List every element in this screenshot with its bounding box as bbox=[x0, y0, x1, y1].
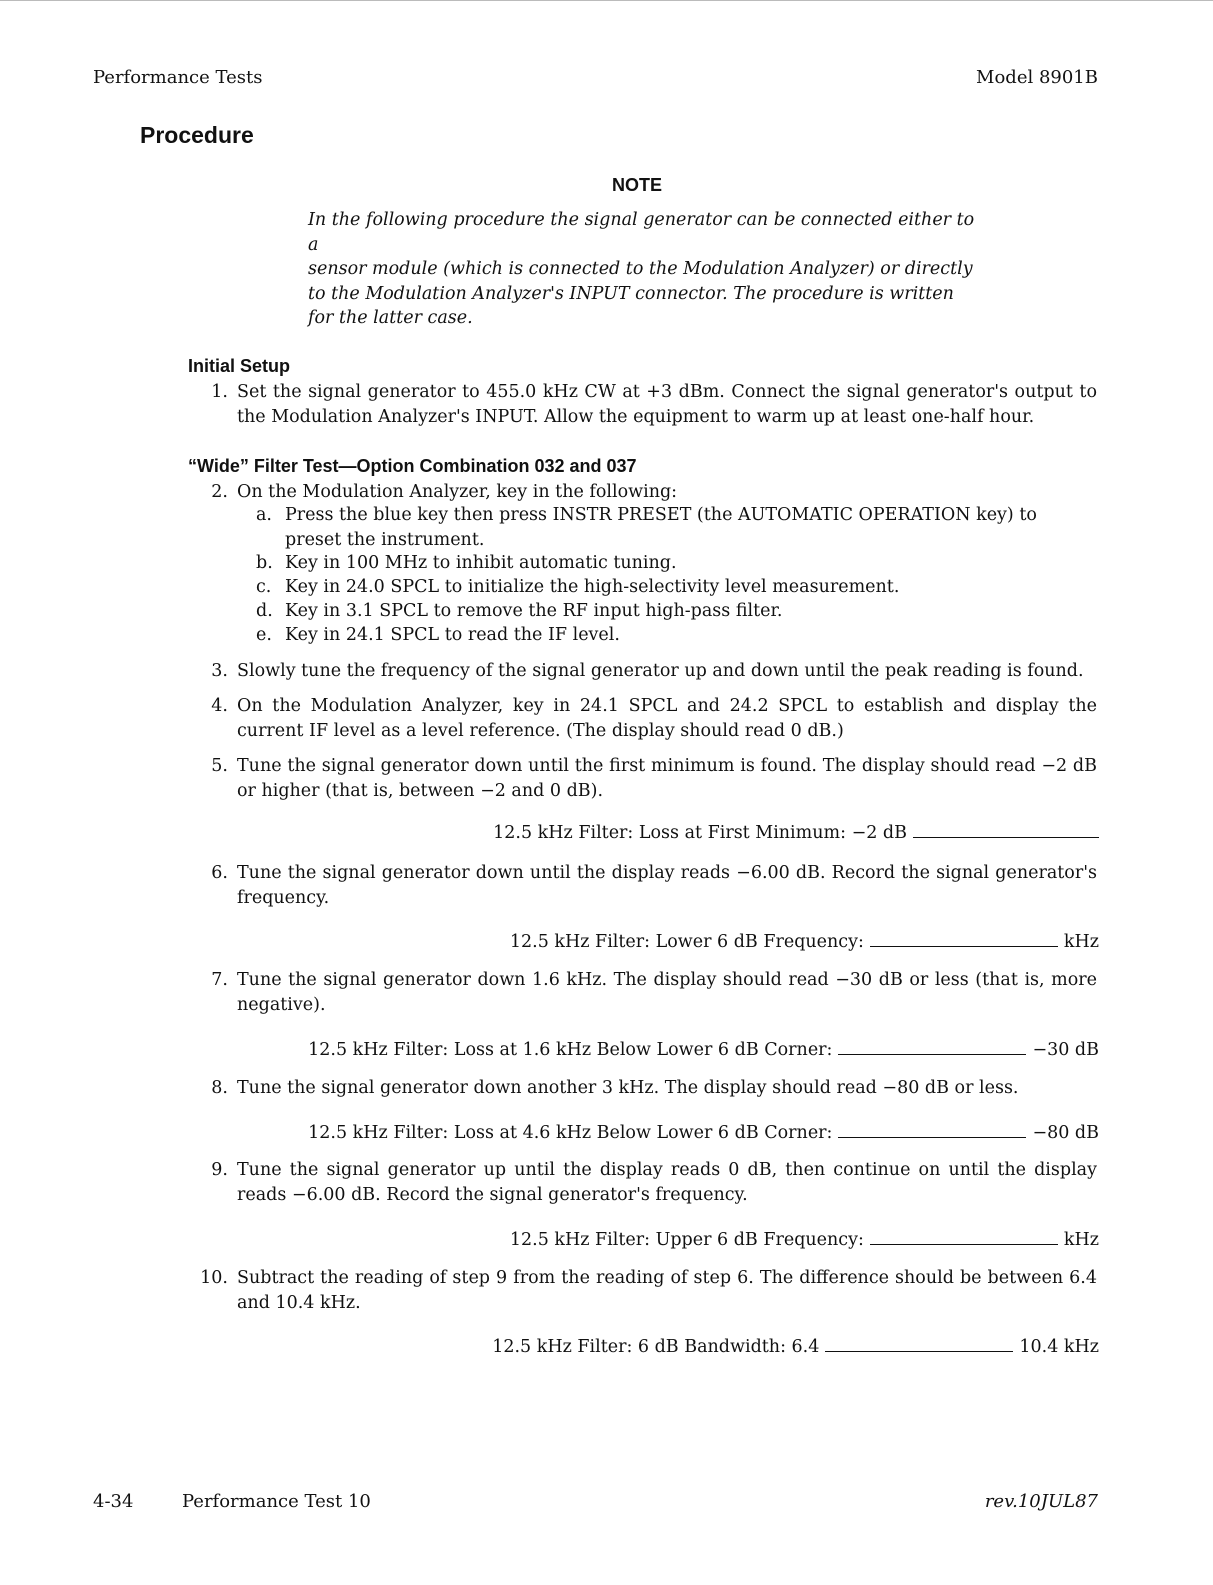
record-label: 12.5 kHz Filter: Loss at 1.6 kHz Below Lower 6 dB Corner: bbox=[308, 1040, 833, 1060]
step-text: On the Modulation Analyzer, key in 24.1 SPCL and 24.2 SPCL to establish and display the current IF level as a level reference. (The display should read 0 dB.) bbox=[237, 696, 1097, 741]
substep-letter: d. bbox=[256, 601, 273, 621]
note-heading: NOTE bbox=[612, 175, 663, 195]
substep-text: Key in 24.1 SPCL to read the IF level. bbox=[285, 625, 620, 645]
record-line-5 bbox=[493, 823, 1099, 843]
step-number: 5. bbox=[211, 756, 228, 776]
top-rule bbox=[0, 0, 1213, 1]
record-line-10 bbox=[492, 1337, 1099, 1357]
record-unit: −30 dB bbox=[1032, 1040, 1099, 1060]
step-number: 8. bbox=[211, 1078, 228, 1098]
record-unit: 10.4 kHz bbox=[1019, 1337, 1099, 1357]
note-text bbox=[308, 208, 980, 331]
footer-title: Performance Test 10 bbox=[182, 1491, 371, 1512]
substep-text: Key in 3.1 SPCL to remove the RF input high-pass filter. bbox=[285, 601, 783, 621]
note-line: to the Modulation Analyzer's INPUT connector. The procedure is written bbox=[308, 283, 954, 304]
record-blank[interactable] bbox=[838, 1136, 1026, 1138]
step-text: On the Modulation Analyzer, key in the following: bbox=[237, 482, 678, 502]
record-blank[interactable] bbox=[838, 1053, 1026, 1055]
record-unit: −80 dB bbox=[1032, 1123, 1099, 1143]
step-number: 1. bbox=[211, 382, 228, 402]
record-label: 12.5 kHz Filter: 6 dB Bandwidth: 6.4 bbox=[492, 1337, 820, 1357]
record-unit: kHz bbox=[1063, 932, 1099, 952]
wide-filter-heading: “Wide” Filter Test—Option Combination 032 and 037 bbox=[188, 456, 637, 476]
record-line-8 bbox=[308, 1123, 1099, 1143]
substep-letter: c. bbox=[256, 577, 272, 597]
step-number: 9. bbox=[211, 1160, 228, 1180]
record-blank[interactable] bbox=[870, 1243, 1058, 1245]
header-model: Model 8901B bbox=[976, 67, 1098, 88]
footer-revision: rev.10JUL87 bbox=[984, 1491, 1098, 1512]
record-blank[interactable] bbox=[825, 1350, 1013, 1352]
record-blank[interactable] bbox=[870, 945, 1058, 947]
substep-letter: e. bbox=[256, 625, 272, 645]
record-label: 12.5 kHz Filter: Lower 6 dB Frequency: bbox=[509, 932, 864, 952]
substep-letter: b. bbox=[256, 553, 273, 573]
header-section: Performance Tests bbox=[93, 67, 263, 88]
step-text: Slowly tune the frequency of the signal generator up and down until the peak reading is found. bbox=[237, 661, 1084, 681]
step-text: Subtract the reading of step 9 from the reading of step 6. The difference should be between 6.4 and 10.4 kHz. bbox=[237, 1268, 1097, 1313]
record-label: 12.5 kHz Filter: Loss at 4.6 kHz Below Lower 6 dB Corner: bbox=[308, 1123, 833, 1143]
record-line-9 bbox=[510, 1230, 1099, 1250]
step-text: Tune the signal generator up until the display reads 0 dB, then continue on until the display reads −6.00 dB. Record the signal generator's frequency. bbox=[237, 1160, 1097, 1205]
step-text: Tune the signal generator down 1.6 kHz. The display should read −30 dB or less (that is, more negative). bbox=[237, 970, 1097, 1015]
initial-setup-heading: Initial Setup bbox=[188, 356, 291, 376]
record-label: 12.5 kHz Filter: Upper 6 dB Frequency: bbox=[509, 1230, 864, 1250]
record-line-6 bbox=[510, 932, 1099, 952]
record-label: 12.5 kHz Filter: Loss at First Minimum: −2 dB bbox=[493, 823, 907, 843]
page-title: Procedure bbox=[140, 122, 254, 148]
note-line: In the following procedure the signal generator can be connected either to a bbox=[308, 210, 975, 255]
step-number: 10. bbox=[200, 1268, 228, 1288]
substep-text: Key in 100 MHz to inhibit automatic tuning. bbox=[285, 553, 677, 573]
record-line-7 bbox=[308, 1040, 1099, 1060]
note-line: for the latter case. bbox=[308, 308, 473, 328]
footer-page-number: 4-34 bbox=[93, 1491, 134, 1512]
step-number: 2. bbox=[211, 482, 228, 502]
step-number: 3. bbox=[211, 661, 228, 681]
substep-text: Key in 24.0 SPCL to initialize the high-selectivity level measurement. bbox=[285, 577, 900, 597]
substep-text: Press the blue key then press INSTR PRESET (the AUTOMATIC OPERATION key) to preset the instrument. bbox=[285, 505, 1037, 550]
note-line: sensor module (which is connected to the Modulation Analyzer) or directly bbox=[308, 259, 973, 279]
substep-letter: a. bbox=[256, 505, 272, 525]
step-number: 4. bbox=[211, 696, 228, 716]
step-number: 7. bbox=[211, 970, 228, 990]
step-text: Tune the signal generator down until the display reads −6.00 dB. Record the signal generator's frequency. bbox=[237, 863, 1097, 908]
step-text: Set the signal generator to 455.0 kHz CW at +3 dBm. Connect the signal generator's output to the Modulation Analyzer's INPUT. Allow the equipment to warm up at least one-half hour. bbox=[237, 382, 1097, 427]
record-unit: kHz bbox=[1063, 1230, 1099, 1250]
step-text: Tune the signal generator down until the first minimum is found. The display should read −2 dB or higher (that is, between −2 and 0 dB). bbox=[237, 756, 1097, 801]
step-text: Tune the signal generator down another 3 kHz. The display should read −80 dB or less. bbox=[237, 1078, 1019, 1098]
record-blank[interactable] bbox=[913, 836, 1099, 838]
step-number: 6. bbox=[211, 863, 228, 883]
